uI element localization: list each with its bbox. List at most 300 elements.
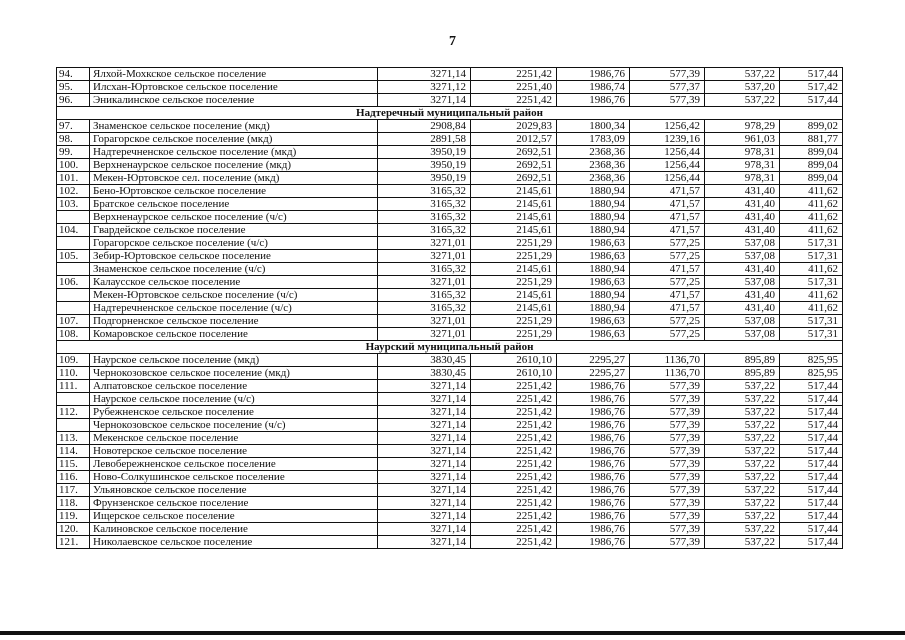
value-cell: 899,04 <box>780 159 843 172</box>
value-cell: 1986,76 <box>557 458 630 471</box>
value-cell: 577,39 <box>630 484 705 497</box>
value-cell: 431,40 <box>705 302 780 315</box>
value-cell: 577,39 <box>630 432 705 445</box>
value-cell: 978,31 <box>705 159 780 172</box>
value-cell: 2251,42 <box>471 432 557 445</box>
settlement-name: Чернокозовское сельское поселение (мкд) <box>90 367 378 380</box>
table-row <box>57 354 843 367</box>
value-cell: 431,40 <box>705 198 780 211</box>
table-row <box>57 497 843 510</box>
value-cell: 1986,63 <box>557 315 630 328</box>
row-number: 121. <box>57 536 90 549</box>
value-cell: 517,44 <box>780 419 843 432</box>
settlement-name: Ново-Солкушинское сельское поселение <box>90 471 378 484</box>
value-cell: 1880,94 <box>557 211 630 224</box>
row-number: 97. <box>57 120 90 133</box>
value-cell: 825,95 <box>780 354 843 367</box>
value-cell: 3271,14 <box>378 432 471 445</box>
row-number: 118. <box>57 497 90 510</box>
value-cell: 577,39 <box>630 510 705 523</box>
value-cell: 2251,42 <box>471 523 557 536</box>
value-cell: 471,57 <box>630 289 705 302</box>
settlement-name: Мекен-Юртовское сельское поселение (ч/с) <box>90 289 378 302</box>
settlement-name: Надтеречненское сельское поселение (мкд) <box>90 146 378 159</box>
value-cell: 517,44 <box>780 523 843 536</box>
value-cell: 577,39 <box>630 393 705 406</box>
value-cell: 3165,32 <box>378 224 471 237</box>
value-cell: 537,08 <box>705 250 780 263</box>
table-row <box>57 406 843 419</box>
value-cell: 2251,29 <box>471 276 557 289</box>
table-row <box>57 159 843 172</box>
value-cell: 3950,19 <box>378 146 471 159</box>
value-cell: 411,62 <box>780 302 843 315</box>
value-cell: 3271,14 <box>378 497 471 510</box>
settlement-name: Наурское сельское поселение (ч/с) <box>90 393 378 406</box>
value-cell: 2145,61 <box>471 185 557 198</box>
row-number: 117. <box>57 484 90 497</box>
value-cell: 2251,42 <box>471 94 557 107</box>
value-cell: 517,31 <box>780 237 843 250</box>
value-cell: 3950,19 <box>378 159 471 172</box>
value-cell: 1256,44 <box>630 159 705 172</box>
row-number: 96. <box>57 94 90 107</box>
value-cell: 1986,76 <box>557 445 630 458</box>
value-cell: 2368,36 <box>557 159 630 172</box>
value-cell: 517,44 <box>780 458 843 471</box>
value-cell: 2145,61 <box>471 211 557 224</box>
value-cell: 3271,14 <box>378 536 471 549</box>
row-number: 99. <box>57 146 90 159</box>
value-cell: 899,04 <box>780 172 843 185</box>
row-number: 107. <box>57 315 90 328</box>
row-number: 94. <box>57 68 90 81</box>
table-row <box>57 432 843 445</box>
value-cell: 411,62 <box>780 289 843 302</box>
settlement-name: Зебир-Юртовское сельское поселение <box>90 250 378 263</box>
settlement-name: Братское сельское поселение <box>90 198 378 211</box>
settlement-name: Мекен-Юртовское сел. поселение (мкд) <box>90 172 378 185</box>
table-row <box>57 536 843 549</box>
table-row <box>57 471 843 484</box>
row-number: 103. <box>57 198 90 211</box>
value-cell: 899,04 <box>780 146 843 159</box>
section-header-row <box>57 107 843 120</box>
table-row <box>57 68 843 81</box>
value-cell: 3950,19 <box>378 172 471 185</box>
value-cell: 471,57 <box>630 263 705 276</box>
settlement-name: Николаевское сельское поселение <box>90 536 378 549</box>
table-row <box>57 510 843 523</box>
value-cell: 471,57 <box>630 224 705 237</box>
settlement-name: Знаменское сельское поселение (ч/с) <box>90 263 378 276</box>
value-cell: 3271,14 <box>378 419 471 432</box>
value-cell: 431,40 <box>705 263 780 276</box>
value-cell: 1986,76 <box>557 523 630 536</box>
section-header-row <box>57 341 843 354</box>
value-cell: 3271,01 <box>378 250 471 263</box>
row-number: 115. <box>57 458 90 471</box>
value-cell: 1986,76 <box>557 510 630 523</box>
section-title: Надтеречный муниципальный район <box>57 107 843 120</box>
row-number: 104. <box>57 224 90 237</box>
value-cell: 1256,44 <box>630 146 705 159</box>
settlement-name: Верхненаурское сельское поселение (ч/с) <box>90 211 378 224</box>
value-cell: 537,08 <box>705 328 780 341</box>
table-row <box>57 380 843 393</box>
row-number <box>57 289 90 302</box>
value-cell: 2251,42 <box>471 380 557 393</box>
settlement-name: Левобережненское сельское поселение <box>90 458 378 471</box>
value-cell: 431,40 <box>705 224 780 237</box>
value-cell: 3271,14 <box>378 484 471 497</box>
value-cell: 471,57 <box>630 302 705 315</box>
row-number: 114. <box>57 445 90 458</box>
settlement-name: Фрунзенское сельское поселение <box>90 497 378 510</box>
value-cell: 2295,27 <box>557 354 630 367</box>
section-title: Наурский муниципальный район <box>57 341 843 354</box>
value-cell: 577,25 <box>630 276 705 289</box>
value-cell: 2251,29 <box>471 315 557 328</box>
value-cell: 1880,94 <box>557 302 630 315</box>
settlement-name: Верхненаурское сельское поселение (мкд) <box>90 159 378 172</box>
value-cell: 537,22 <box>705 68 780 81</box>
value-cell: 517,44 <box>780 94 843 107</box>
row-number: 119. <box>57 510 90 523</box>
value-cell: 2251,42 <box>471 68 557 81</box>
value-cell: 2145,61 <box>471 224 557 237</box>
settlement-name: Гвардейское сельское поселение <box>90 224 378 237</box>
value-cell: 537,22 <box>705 406 780 419</box>
row-number: 106. <box>57 276 90 289</box>
settlement-name: Ялхой-Мохкское сельское поселение <box>90 68 378 81</box>
value-cell: 2251,29 <box>471 328 557 341</box>
value-cell: 2251,42 <box>471 406 557 419</box>
row-number: 120. <box>57 523 90 536</box>
value-cell: 895,89 <box>705 354 780 367</box>
value-cell: 577,39 <box>630 471 705 484</box>
value-cell: 978,31 <box>705 146 780 159</box>
table-row <box>57 458 843 471</box>
value-cell: 537,08 <box>705 276 780 289</box>
value-cell: 1986,76 <box>557 471 630 484</box>
value-cell: 3271,01 <box>378 276 471 289</box>
value-cell: 411,62 <box>780 224 843 237</box>
footer-rule <box>0 631 905 635</box>
value-cell: 2251,40 <box>471 81 557 94</box>
table-row <box>57 198 843 211</box>
value-cell: 2145,61 <box>471 263 557 276</box>
value-cell: 3271,01 <box>378 315 471 328</box>
value-cell: 537,22 <box>705 445 780 458</box>
value-cell: 3165,32 <box>378 198 471 211</box>
value-cell: 2908,84 <box>378 120 471 133</box>
value-cell: 517,44 <box>780 510 843 523</box>
row-number <box>57 237 90 250</box>
value-cell: 3271,01 <box>378 237 471 250</box>
value-cell: 1880,94 <box>557 263 630 276</box>
value-cell: 1986,76 <box>557 419 630 432</box>
value-cell: 1986,74 <box>557 81 630 94</box>
value-cell: 537,22 <box>705 536 780 549</box>
row-number: 110. <box>57 367 90 380</box>
value-cell: 3271,14 <box>378 510 471 523</box>
value-cell: 577,39 <box>630 380 705 393</box>
value-cell: 537,08 <box>705 237 780 250</box>
value-cell: 961,03 <box>705 133 780 146</box>
value-cell: 2692,51 <box>471 146 557 159</box>
value-cell: 537,08 <box>705 315 780 328</box>
value-cell: 577,39 <box>630 406 705 419</box>
value-cell: 577,25 <box>630 250 705 263</box>
value-cell: 1880,94 <box>557 185 630 198</box>
value-cell: 517,31 <box>780 276 843 289</box>
value-cell: 3165,32 <box>378 302 471 315</box>
value-cell: 2145,61 <box>471 289 557 302</box>
value-cell: 2251,29 <box>471 237 557 250</box>
value-cell: 1256,42 <box>630 120 705 133</box>
value-cell: 517,44 <box>780 445 843 458</box>
value-cell: 1986,63 <box>557 328 630 341</box>
value-cell: 1783,09 <box>557 133 630 146</box>
value-cell: 3165,32 <box>378 211 471 224</box>
value-cell: 2251,42 <box>471 471 557 484</box>
table-row <box>57 133 843 146</box>
value-cell: 825,95 <box>780 367 843 380</box>
value-cell: 537,22 <box>705 471 780 484</box>
value-cell: 2251,42 <box>471 458 557 471</box>
table-row <box>57 289 843 302</box>
settlement-name: Горагорское сельское поселение (мкд) <box>90 133 378 146</box>
value-cell: 3271,14 <box>378 406 471 419</box>
value-cell: 537,22 <box>705 497 780 510</box>
value-cell: 431,40 <box>705 211 780 224</box>
value-cell: 517,44 <box>780 393 843 406</box>
table-row <box>57 185 843 198</box>
value-cell: 881,77 <box>780 133 843 146</box>
row-number <box>57 393 90 406</box>
row-number: 112. <box>57 406 90 419</box>
value-cell: 1800,34 <box>557 120 630 133</box>
value-cell: 2891,58 <box>378 133 471 146</box>
value-cell: 2251,29 <box>471 250 557 263</box>
table-row <box>57 120 843 133</box>
value-cell: 577,39 <box>630 458 705 471</box>
value-cell: 411,62 <box>780 211 843 224</box>
value-cell: 537,20 <box>705 81 780 94</box>
value-cell: 577,25 <box>630 315 705 328</box>
value-cell: 2251,42 <box>471 497 557 510</box>
row-number <box>57 302 90 315</box>
value-cell: 471,57 <box>630 185 705 198</box>
value-cell: 517,31 <box>780 328 843 341</box>
value-cell: 1986,63 <box>557 250 630 263</box>
settlement-name: Ульяновское сельское поселение <box>90 484 378 497</box>
value-cell: 3271,12 <box>378 81 471 94</box>
value-cell: 895,89 <box>705 367 780 380</box>
value-cell: 1986,76 <box>557 406 630 419</box>
value-cell: 517,44 <box>780 497 843 510</box>
value-cell: 577,39 <box>630 497 705 510</box>
value-cell: 3271,14 <box>378 380 471 393</box>
value-cell: 978,31 <box>705 172 780 185</box>
settlement-name: Знаменское сельское поселение (мкд) <box>90 120 378 133</box>
value-cell: 3271,14 <box>378 393 471 406</box>
row-number: 108. <box>57 328 90 341</box>
table-row <box>57 224 843 237</box>
table-row <box>57 367 843 380</box>
table-row <box>57 328 843 341</box>
value-cell: 2368,36 <box>557 172 630 185</box>
row-number: 101. <box>57 172 90 185</box>
value-cell: 2251,42 <box>471 510 557 523</box>
value-cell: 537,22 <box>705 484 780 497</box>
value-cell: 411,62 <box>780 198 843 211</box>
table-row <box>57 263 843 276</box>
settlement-name: Рубежненское сельское поселение <box>90 406 378 419</box>
value-cell: 1136,70 <box>630 367 705 380</box>
value-cell: 2368,36 <box>557 146 630 159</box>
settlement-name: Подгорненское сельское поселение <box>90 315 378 328</box>
value-cell: 537,22 <box>705 458 780 471</box>
value-cell: 2145,61 <box>471 198 557 211</box>
value-cell: 1986,76 <box>557 536 630 549</box>
value-cell: 3271,14 <box>378 471 471 484</box>
value-cell: 431,40 <box>705 289 780 302</box>
value-cell: 3830,45 <box>378 367 471 380</box>
row-number: 102. <box>57 185 90 198</box>
value-cell: 2145,61 <box>471 302 557 315</box>
value-cell: 577,39 <box>630 419 705 432</box>
value-cell: 2251,42 <box>471 536 557 549</box>
value-cell: 1986,76 <box>557 94 630 107</box>
settlement-name: Илсхан-Юртовское сельское поселение <box>90 81 378 94</box>
value-cell: 1986,76 <box>557 484 630 497</box>
value-cell: 1986,76 <box>557 393 630 406</box>
value-cell: 3271,14 <box>378 68 471 81</box>
value-cell: 2692,51 <box>471 172 557 185</box>
value-cell: 1256,44 <box>630 172 705 185</box>
value-cell: 517,31 <box>780 250 843 263</box>
value-cell: 1986,63 <box>557 237 630 250</box>
value-cell: 517,42 <box>780 81 843 94</box>
settlement-name: Надтеречненское сельское поселение (ч/с) <box>90 302 378 315</box>
value-cell: 899,02 <box>780 120 843 133</box>
value-cell: 517,44 <box>780 471 843 484</box>
value-cell: 537,22 <box>705 510 780 523</box>
value-cell: 2251,42 <box>471 393 557 406</box>
value-cell: 3271,14 <box>378 523 471 536</box>
row-number: 105. <box>57 250 90 263</box>
table-row <box>57 445 843 458</box>
value-cell: 517,44 <box>780 432 843 445</box>
value-cell: 1136,70 <box>630 354 705 367</box>
settlement-name: Калаусское сельское поселение <box>90 276 378 289</box>
value-cell: 978,29 <box>705 120 780 133</box>
table-row <box>57 146 843 159</box>
value-cell: 2610,10 <box>471 354 557 367</box>
value-cell: 517,44 <box>780 380 843 393</box>
table-row <box>57 419 843 432</box>
settlement-name: Наурское сельское поселение (мкд) <box>90 354 378 367</box>
settlement-name: Бено-Юртовское сельское поселение <box>90 185 378 198</box>
table-row <box>57 172 843 185</box>
table-row <box>57 81 843 94</box>
settlement-name: Новотерское сельское поселение <box>90 445 378 458</box>
page-number: 7 <box>449 34 456 49</box>
settlement-name: Эникалинское сельское поселение <box>90 94 378 107</box>
value-cell: 3271,14 <box>378 458 471 471</box>
value-cell: 2610,10 <box>471 367 557 380</box>
value-cell: 3271,14 <box>378 445 471 458</box>
tariff-table <box>56 67 843 549</box>
table-row <box>57 484 843 497</box>
row-number: 116. <box>57 471 90 484</box>
value-cell: 577,25 <box>630 237 705 250</box>
settlement-name: Комаровское сельское поселение <box>90 328 378 341</box>
settlement-name: Мекенское сельское поселение <box>90 432 378 445</box>
value-cell: 517,44 <box>780 484 843 497</box>
row-number: 109. <box>57 354 90 367</box>
table-row <box>57 393 843 406</box>
value-cell: 1880,94 <box>557 224 630 237</box>
value-cell: 2012,57 <box>471 133 557 146</box>
value-cell: 577,39 <box>630 523 705 536</box>
value-cell: 3165,32 <box>378 289 471 302</box>
value-cell: 431,40 <box>705 185 780 198</box>
value-cell: 3165,32 <box>378 185 471 198</box>
value-cell: 2029,83 <box>471 120 557 133</box>
settlement-name: Ищерское сельское поселение <box>90 510 378 523</box>
value-cell: 577,37 <box>630 81 705 94</box>
value-cell: 517,44 <box>780 536 843 549</box>
value-cell: 1986,76 <box>557 497 630 510</box>
table-row <box>57 211 843 224</box>
value-cell: 1239,16 <box>630 133 705 146</box>
row-number <box>57 263 90 276</box>
value-cell: 2251,42 <box>471 419 557 432</box>
value-cell: 1986,63 <box>557 276 630 289</box>
value-cell: 537,22 <box>705 419 780 432</box>
value-cell: 471,57 <box>630 198 705 211</box>
value-cell: 577,39 <box>630 536 705 549</box>
row-number: 100. <box>57 159 90 172</box>
row-number: 98. <box>57 133 90 146</box>
value-cell: 1986,76 <box>557 380 630 393</box>
value-cell: 2692,51 <box>471 159 557 172</box>
value-cell: 2251,42 <box>471 484 557 497</box>
settlement-name: Чернокозовское сельское поселение (ч/с) <box>90 419 378 432</box>
value-cell: 3271,14 <box>378 94 471 107</box>
row-number <box>57 419 90 432</box>
settlement-name: Алпатовское сельское поселение <box>90 380 378 393</box>
row-number: 113. <box>57 432 90 445</box>
value-cell: 537,22 <box>705 94 780 107</box>
value-cell: 1986,76 <box>557 68 630 81</box>
value-cell: 577,39 <box>630 94 705 107</box>
value-cell: 577,25 <box>630 328 705 341</box>
value-cell: 411,62 <box>780 263 843 276</box>
value-cell: 1880,94 <box>557 289 630 302</box>
value-cell: 577,39 <box>630 445 705 458</box>
row-number <box>57 211 90 224</box>
value-cell: 3830,45 <box>378 354 471 367</box>
settlement-name: Горагорское сельское поселение (ч/с) <box>90 237 378 250</box>
table-row <box>57 237 843 250</box>
value-cell: 517,31 <box>780 315 843 328</box>
value-cell: 517,44 <box>780 68 843 81</box>
value-cell: 3271,01 <box>378 328 471 341</box>
